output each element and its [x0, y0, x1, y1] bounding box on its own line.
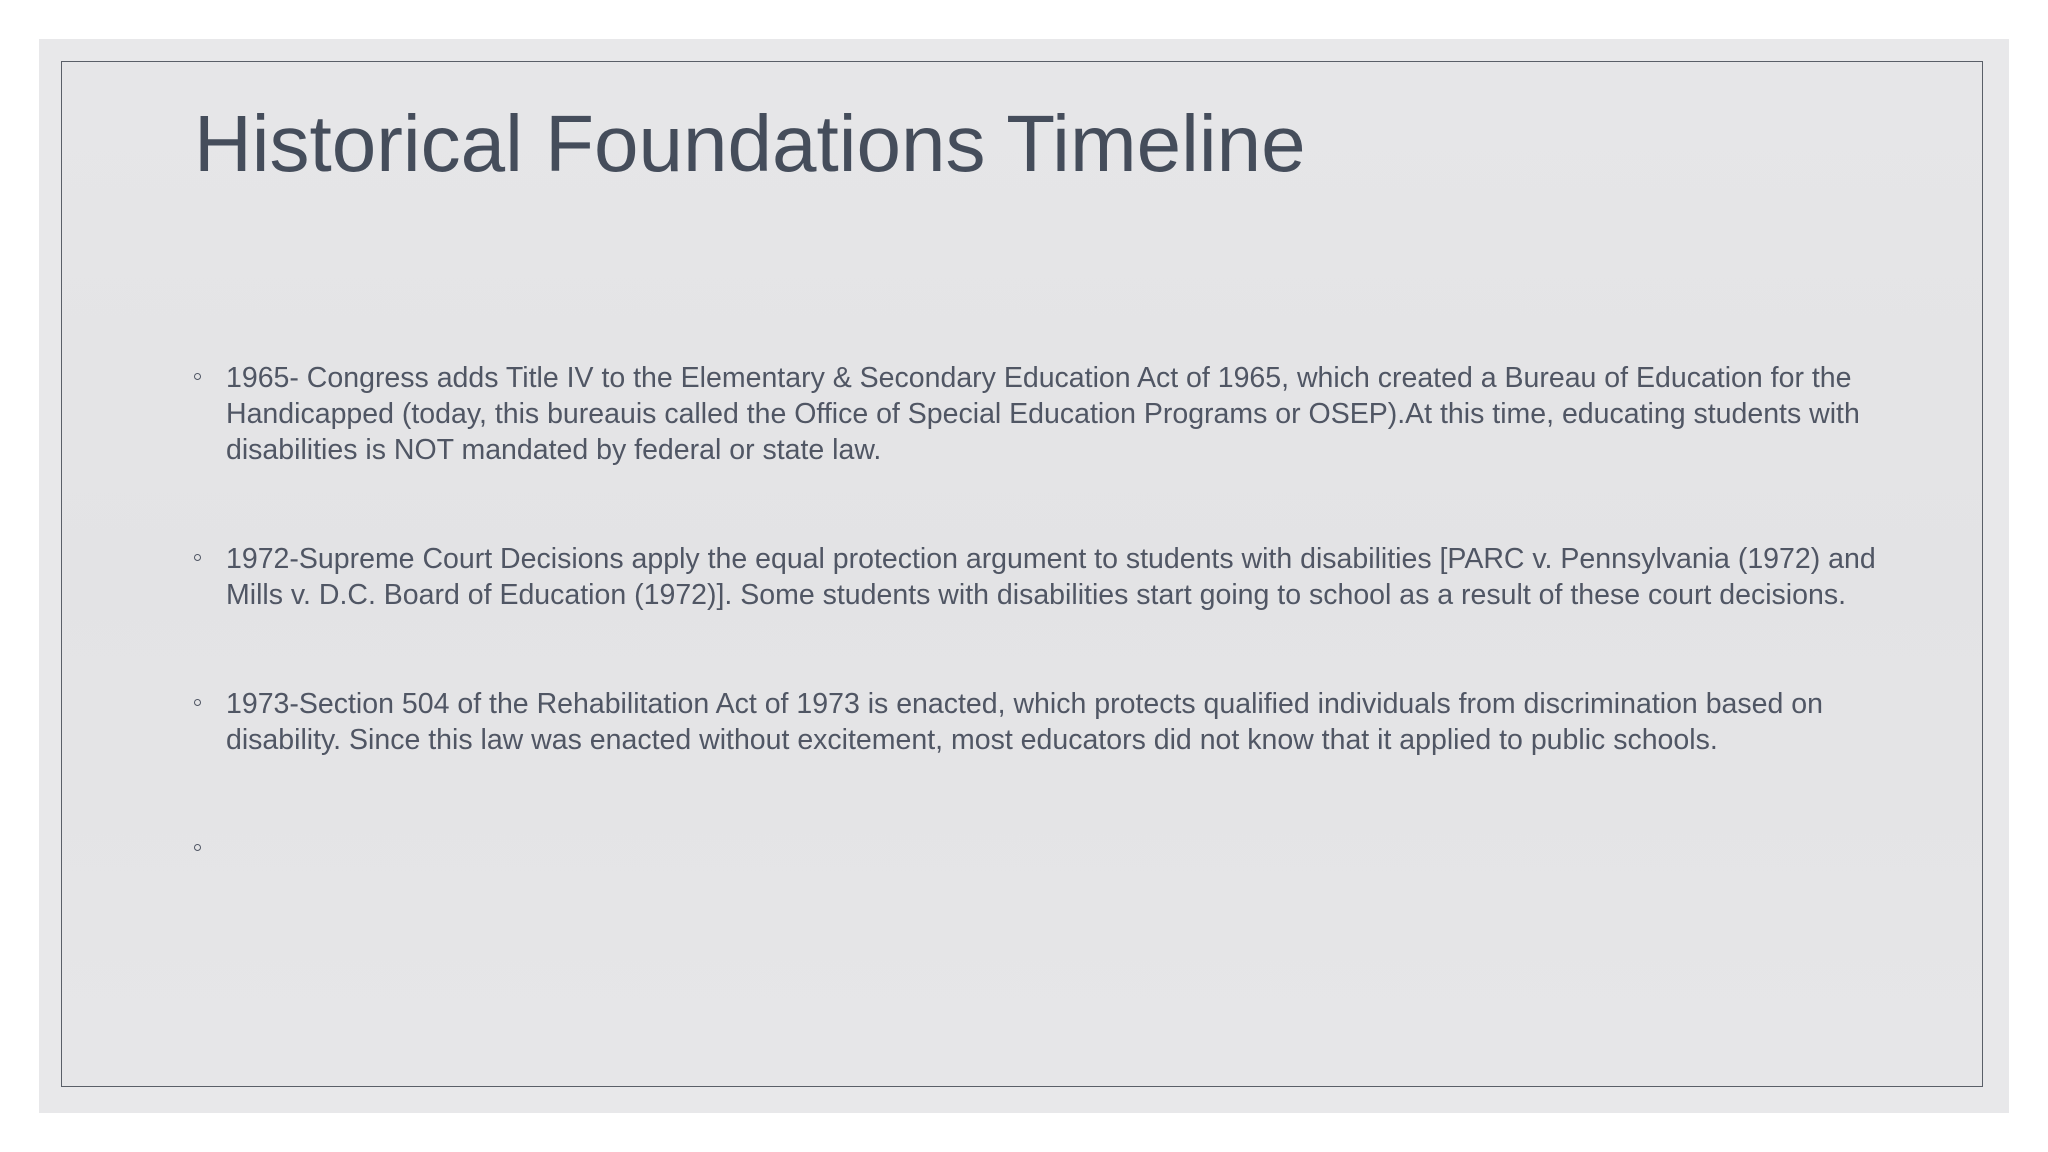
bullet-text: 1972-Supreme Court Decisions apply the equal protection argument to students with disabilities [PARC v. Pennsylvania (1972) and Mills v. D.C. Board of Education (1972)]. Some students with disabilities start going to school as a result of these court decisions.	[226, 543, 1876, 611]
bullet-item-1973	[194, 686, 1934, 758]
hollow-circle-bullet-icon	[194, 699, 201, 706]
bullet-list	[194, 360, 1934, 867]
hollow-circle-bullet-icon	[194, 554, 201, 561]
bullet-item-1972	[194, 541, 1934, 613]
slide	[61, 61, 1983, 1087]
bullet-text: 1973-Section 504 of the Rehabilitation Act of 1973 is enacted, which protects qualified individuals from discrimination based on disability. Since this law was enacted without excitement, most educators did not know that it applied to public schools.	[226, 688, 1823, 756]
bullet-item-1965	[194, 360, 1934, 468]
hollow-circle-bullet-icon	[194, 844, 201, 851]
slide-title: Historical Foundations Timeline	[194, 99, 1306, 188]
hollow-circle-bullet-icon	[194, 373, 201, 380]
bullet-item-empty	[194, 831, 1934, 867]
bullet-text: 1965- Congress adds Title IV to the Elementary & Secondary Education Act of 1965, which created a Bureau of Education for the Handicapped (today, this bureauis called the Office of Special Education Programs or OSEP).At this time, educating students with disabilities is NOT mandated by federal or state law.	[226, 362, 1860, 466]
slide-frame	[39, 39, 2009, 1113]
